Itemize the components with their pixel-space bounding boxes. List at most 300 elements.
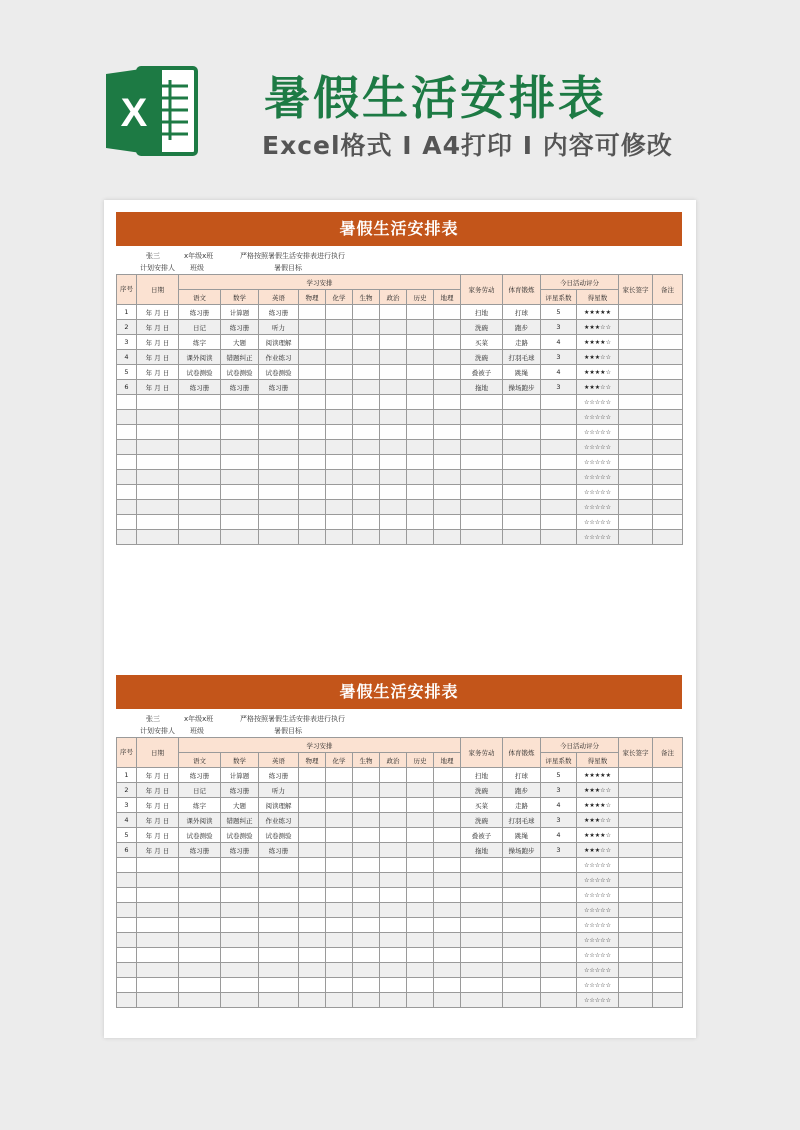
- cell-empty[interactable]: [619, 395, 653, 410]
- cell-stars[interactable]: ★★★★☆: [577, 335, 619, 350]
- cell-empty[interactable]: [326, 993, 353, 1008]
- cell-empty[interactable]: [179, 948, 221, 963]
- cell-empty[interactable]: [353, 948, 380, 963]
- cell-empty[interactable]: [299, 933, 326, 948]
- cell-empty[interactable]: [353, 993, 380, 1008]
- cell-chinese[interactable]: 练习册: [179, 380, 221, 395]
- cell-empty[interactable]: [653, 485, 683, 500]
- cell-seq[interactable]: 6: [117, 380, 137, 395]
- cell-empty[interactable]: [326, 798, 353, 813]
- cell-empty[interactable]: [380, 500, 407, 515]
- cell-empty[interactable]: [434, 530, 461, 545]
- cell-english[interactable]: 阅读理解: [259, 798, 299, 813]
- cell-empty[interactable]: [117, 873, 137, 888]
- cell-seq[interactable]: 1: [117, 305, 137, 320]
- cell-empty[interactable]: [380, 305, 407, 320]
- cell-housework[interactable]: 洗碗: [461, 783, 503, 798]
- cell-empty[interactable]: [653, 320, 683, 335]
- cell-empty[interactable]: [407, 440, 434, 455]
- cell-empty[interactable]: [299, 948, 326, 963]
- cell-empty[interactable]: [653, 993, 683, 1008]
- cell-empty[interactable]: [407, 948, 434, 963]
- cell-empty[interactable]: [407, 455, 434, 470]
- cell-empty[interactable]: [653, 843, 683, 858]
- cell-empty[interactable]: [137, 978, 179, 993]
- cell-empty[interactable]: [179, 903, 221, 918]
- cell-empty[interactable]: [461, 515, 503, 530]
- cell-empty[interactable]: [653, 455, 683, 470]
- cell-empty[interactable]: [541, 395, 577, 410]
- cell-math[interactable]: 错题纠正: [221, 350, 259, 365]
- cell-empty[interactable]: [653, 903, 683, 918]
- cell-empty[interactable]: [380, 963, 407, 978]
- cell-english[interactable]: 练习册: [259, 843, 299, 858]
- cell-empty[interactable]: [326, 515, 353, 530]
- cell-empty[interactable]: [619, 320, 653, 335]
- cell-chinese[interactable]: 练习册: [179, 843, 221, 858]
- cell-empty[interactable]: [179, 978, 221, 993]
- cell-empty[interactable]: [326, 395, 353, 410]
- cell-empty[interactable]: [653, 828, 683, 843]
- cell-empty[interactable]: [117, 485, 137, 500]
- cell-empty[interactable]: [380, 515, 407, 530]
- cell-empty[interactable]: [221, 963, 259, 978]
- cell-empty[interactable]: [221, 470, 259, 485]
- cell-empty[interactable]: [326, 918, 353, 933]
- cell-empty[interactable]: [137, 425, 179, 440]
- cell-empty[interactable]: [299, 768, 326, 783]
- cell-date[interactable]: 年 月 日: [137, 768, 179, 783]
- cell-coef[interactable]: 3: [541, 380, 577, 395]
- cell-empty[interactable]: [117, 500, 137, 515]
- cell-stars[interactable]: ☆☆☆☆☆: [577, 978, 619, 993]
- cell-empty[interactable]: [179, 395, 221, 410]
- cell-chinese[interactable]: 课外阅读: [179, 350, 221, 365]
- cell-empty[interactable]: [380, 798, 407, 813]
- cell-seq[interactable]: 3: [117, 798, 137, 813]
- cell-stars[interactable]: ☆☆☆☆☆: [577, 858, 619, 873]
- cell-empty[interactable]: [461, 410, 503, 425]
- cell-seq[interactable]: 5: [117, 828, 137, 843]
- cell-empty[interactable]: [380, 365, 407, 380]
- cell-seq[interactable]: 2: [117, 320, 137, 335]
- cell-empty[interactable]: [299, 843, 326, 858]
- cell-empty[interactable]: [299, 500, 326, 515]
- cell-housework[interactable]: 买菜: [461, 335, 503, 350]
- cell-empty[interactable]: [434, 828, 461, 843]
- cell-empty[interactable]: [326, 873, 353, 888]
- cell-empty[interactable]: [326, 350, 353, 365]
- cell-empty[interactable]: [541, 903, 577, 918]
- cell-stars[interactable]: ☆☆☆☆☆: [577, 993, 619, 1008]
- cell-empty[interactable]: [299, 963, 326, 978]
- cell-empty[interactable]: [259, 963, 299, 978]
- cell-empty[interactable]: [503, 530, 541, 545]
- cell-empty[interactable]: [221, 948, 259, 963]
- cell-empty[interactable]: [259, 948, 299, 963]
- cell-date[interactable]: 年 月 日: [137, 813, 179, 828]
- cell-empty[interactable]: [407, 350, 434, 365]
- cell-empty[interactable]: [503, 993, 541, 1008]
- cell-empty[interactable]: [326, 888, 353, 903]
- cell-stars[interactable]: ★★★☆☆: [577, 783, 619, 798]
- cell-empty[interactable]: [653, 873, 683, 888]
- cell-empty[interactable]: [259, 888, 299, 903]
- cell-seq[interactable]: 1: [117, 768, 137, 783]
- cell-empty[interactable]: [353, 978, 380, 993]
- cell-empty[interactable]: [619, 455, 653, 470]
- cell-stars[interactable]: ☆☆☆☆☆: [577, 515, 619, 530]
- cell-empty[interactable]: [326, 335, 353, 350]
- cell-empty[interactable]: [380, 813, 407, 828]
- cell-empty[interactable]: [221, 858, 259, 873]
- cell-empty[interactable]: [259, 873, 299, 888]
- cell-empty[interactable]: [299, 425, 326, 440]
- cell-empty[interactable]: [259, 530, 299, 545]
- cell-empty[interactable]: [653, 963, 683, 978]
- cell-empty[interactable]: [221, 485, 259, 500]
- cell-empty[interactable]: [326, 858, 353, 873]
- cell-exercise[interactable]: 走路: [503, 335, 541, 350]
- cell-chinese[interactable]: 日记: [179, 320, 221, 335]
- cell-english[interactable]: 试卷测验: [259, 365, 299, 380]
- cell-empty[interactable]: [353, 933, 380, 948]
- cell-stars[interactable]: ★★★☆☆: [577, 380, 619, 395]
- cell-chinese[interactable]: 试卷测验: [179, 365, 221, 380]
- cell-empty[interactable]: [353, 858, 380, 873]
- cell-empty[interactable]: [434, 335, 461, 350]
- cell-housework[interactable]: 洗碗: [461, 350, 503, 365]
- cell-math[interactable]: 试卷测验: [221, 365, 259, 380]
- cell-empty[interactable]: [407, 768, 434, 783]
- cell-empty[interactable]: [353, 813, 380, 828]
- cell-empty[interactable]: [137, 410, 179, 425]
- cell-empty[interactable]: [353, 305, 380, 320]
- cell-empty[interactable]: [259, 455, 299, 470]
- cell-empty[interactable]: [326, 963, 353, 978]
- cell-empty[interactable]: [653, 395, 683, 410]
- cell-empty[interactable]: [299, 828, 326, 843]
- cell-empty[interactable]: [221, 873, 259, 888]
- cell-empty[interactable]: [434, 963, 461, 978]
- cell-empty[interactable]: [619, 828, 653, 843]
- cell-empty[interactable]: [299, 918, 326, 933]
- cell-empty[interactable]: [619, 440, 653, 455]
- cell-coef[interactable]: 4: [541, 335, 577, 350]
- cell-empty[interactable]: [619, 948, 653, 963]
- cell-empty[interactable]: [117, 530, 137, 545]
- cell-empty[interactable]: [461, 500, 503, 515]
- cell-empty[interactable]: [179, 455, 221, 470]
- cell-empty[interactable]: [117, 933, 137, 948]
- cell-coef[interactable]: 3: [541, 813, 577, 828]
- cell-empty[interactable]: [461, 873, 503, 888]
- cell-empty[interactable]: [407, 978, 434, 993]
- cell-empty[interactable]: [299, 380, 326, 395]
- cell-coef[interactable]: 4: [541, 365, 577, 380]
- cell-empty[interactable]: [179, 918, 221, 933]
- cell-empty[interactable]: [619, 380, 653, 395]
- cell-chinese[interactable]: 练字: [179, 335, 221, 350]
- cell-empty[interactable]: [407, 530, 434, 545]
- cell-empty[interactable]: [619, 873, 653, 888]
- cell-empty[interactable]: [619, 813, 653, 828]
- cell-empty[interactable]: [380, 783, 407, 798]
- cell-empty[interactable]: [503, 978, 541, 993]
- cell-empty[interactable]: [541, 515, 577, 530]
- cell-empty[interactable]: [407, 515, 434, 530]
- cell-date[interactable]: 年 月 日: [137, 305, 179, 320]
- cell-empty[interactable]: [434, 515, 461, 530]
- cell-empty[interactable]: [434, 918, 461, 933]
- cell-empty[interactable]: [619, 843, 653, 858]
- cell-english[interactable]: 听力: [259, 320, 299, 335]
- cell-empty[interactable]: [299, 993, 326, 1008]
- cell-empty[interactable]: [380, 918, 407, 933]
- cell-housework[interactable]: 买菜: [461, 798, 503, 813]
- cell-empty[interactable]: [434, 843, 461, 858]
- cell-empty[interactable]: [653, 335, 683, 350]
- cell-empty[interactable]: [299, 873, 326, 888]
- cell-housework[interactable]: 洗碗: [461, 320, 503, 335]
- cell-empty[interactable]: [653, 515, 683, 530]
- cell-empty[interactable]: [380, 903, 407, 918]
- cell-stars[interactable]: ★★★★★: [577, 768, 619, 783]
- cell-empty[interactable]: [541, 933, 577, 948]
- cell-empty[interactable]: [407, 813, 434, 828]
- cell-stars[interactable]: ☆☆☆☆☆: [577, 873, 619, 888]
- cell-empty[interactable]: [117, 395, 137, 410]
- cell-empty[interactable]: [137, 963, 179, 978]
- cell-empty[interactable]: [221, 918, 259, 933]
- cell-empty[interactable]: [326, 813, 353, 828]
- cell-empty[interactable]: [299, 335, 326, 350]
- cell-empty[interactable]: [117, 515, 137, 530]
- cell-empty[interactable]: [503, 395, 541, 410]
- cell-empty[interactable]: [461, 485, 503, 500]
- cell-empty[interactable]: [407, 873, 434, 888]
- cell-empty[interactable]: [353, 320, 380, 335]
- cell-empty[interactable]: [407, 963, 434, 978]
- cell-chinese[interactable]: 日记: [179, 783, 221, 798]
- cell-empty[interactable]: [653, 500, 683, 515]
- cell-math[interactable]: 计算题: [221, 305, 259, 320]
- cell-empty[interactable]: [653, 440, 683, 455]
- cell-math[interactable]: 计算题: [221, 768, 259, 783]
- cell-empty[interactable]: [137, 455, 179, 470]
- cell-exercise[interactable]: 跑步: [503, 320, 541, 335]
- cell-empty[interactable]: [179, 485, 221, 500]
- cell-date[interactable]: 年 月 日: [137, 320, 179, 335]
- cell-empty[interactable]: [434, 903, 461, 918]
- cell-empty[interactable]: [380, 843, 407, 858]
- cell-empty[interactable]: [353, 828, 380, 843]
- cell-empty[interactable]: [299, 395, 326, 410]
- cell-empty[interactable]: [353, 380, 380, 395]
- cell-empty[interactable]: [541, 500, 577, 515]
- cell-empty[interactable]: [653, 813, 683, 828]
- cell-empty[interactable]: [299, 410, 326, 425]
- cell-stars[interactable]: ☆☆☆☆☆: [577, 918, 619, 933]
- cell-empty[interactable]: [326, 828, 353, 843]
- cell-empty[interactable]: [353, 395, 380, 410]
- cell-date[interactable]: 年 月 日: [137, 380, 179, 395]
- cell-date[interactable]: 年 月 日: [137, 828, 179, 843]
- cell-stars[interactable]: ★★★☆☆: [577, 843, 619, 858]
- cell-empty[interactable]: [407, 918, 434, 933]
- cell-empty[interactable]: [259, 395, 299, 410]
- cell-empty[interactable]: [326, 320, 353, 335]
- cell-english[interactable]: 作业练习: [259, 813, 299, 828]
- cell-empty[interactable]: [299, 515, 326, 530]
- cell-empty[interactable]: [353, 843, 380, 858]
- cell-empty[interactable]: [221, 455, 259, 470]
- cell-seq[interactable]: 4: [117, 813, 137, 828]
- cell-empty[interactable]: [221, 888, 259, 903]
- cell-empty[interactable]: [434, 948, 461, 963]
- cell-empty[interactable]: [380, 395, 407, 410]
- cell-coef[interactable]: 3: [541, 350, 577, 365]
- cell-empty[interactable]: [653, 948, 683, 963]
- cell-english[interactable]: 听力: [259, 783, 299, 798]
- cell-empty[interactable]: [380, 948, 407, 963]
- cell-empty[interactable]: [380, 380, 407, 395]
- cell-empty[interactable]: [503, 963, 541, 978]
- cell-exercise[interactable]: 打羽毛球: [503, 813, 541, 828]
- cell-empty[interactable]: [380, 470, 407, 485]
- cell-coef[interactable]: 3: [541, 320, 577, 335]
- cell-empty[interactable]: [434, 470, 461, 485]
- cell-empty[interactable]: [380, 485, 407, 500]
- cell-empty[interactable]: [407, 365, 434, 380]
- cell-empty[interactable]: [619, 350, 653, 365]
- cell-empty[interactable]: [353, 515, 380, 530]
- cell-empty[interactable]: [380, 768, 407, 783]
- cell-chinese[interactable]: 练习册: [179, 768, 221, 783]
- cell-empty[interactable]: [299, 813, 326, 828]
- cell-empty[interactable]: [619, 993, 653, 1008]
- cell-stars[interactable]: ☆☆☆☆☆: [577, 395, 619, 410]
- cell-empty[interactable]: [461, 888, 503, 903]
- cell-empty[interactable]: [407, 888, 434, 903]
- cell-empty[interactable]: [353, 768, 380, 783]
- cell-empty[interactable]: [137, 440, 179, 455]
- cell-empty[interactable]: [117, 425, 137, 440]
- cell-empty[interactable]: [434, 978, 461, 993]
- cell-empty[interactable]: [503, 515, 541, 530]
- cell-empty[interactable]: [653, 425, 683, 440]
- cell-empty[interactable]: [619, 485, 653, 500]
- cell-empty[interactable]: [380, 933, 407, 948]
- cell-math[interactable]: 大题: [221, 335, 259, 350]
- cell-empty[interactable]: [179, 530, 221, 545]
- cell-empty[interactable]: [299, 903, 326, 918]
- cell-empty[interactable]: [326, 530, 353, 545]
- cell-housework[interactable]: 扫地: [461, 768, 503, 783]
- cell-empty[interactable]: [259, 933, 299, 948]
- cell-empty[interactable]: [137, 903, 179, 918]
- cell-empty[interactable]: [434, 350, 461, 365]
- cell-empty[interactable]: [326, 425, 353, 440]
- cell-empty[interactable]: [434, 305, 461, 320]
- cell-empty[interactable]: [137, 515, 179, 530]
- cell-empty[interactable]: [137, 948, 179, 963]
- cell-math[interactable]: 练习册: [221, 783, 259, 798]
- cell-empty[interactable]: [461, 530, 503, 545]
- cell-empty[interactable]: [434, 485, 461, 500]
- cell-empty[interactable]: [619, 335, 653, 350]
- cell-empty[interactable]: [461, 470, 503, 485]
- cell-seq[interactable]: 3: [117, 335, 137, 350]
- cell-empty[interactable]: [353, 410, 380, 425]
- cell-empty[interactable]: [259, 485, 299, 500]
- cell-empty[interactable]: [179, 470, 221, 485]
- cell-empty[interactable]: [326, 783, 353, 798]
- cell-empty[interactable]: [434, 993, 461, 1008]
- cell-empty[interactable]: [179, 858, 221, 873]
- cell-empty[interactable]: [653, 858, 683, 873]
- cell-stars[interactable]: ★★★★★: [577, 305, 619, 320]
- cell-empty[interactable]: [503, 440, 541, 455]
- cell-empty[interactable]: [619, 500, 653, 515]
- cell-empty[interactable]: [221, 515, 259, 530]
- cell-stars[interactable]: ★★★☆☆: [577, 320, 619, 335]
- cell-empty[interactable]: [503, 858, 541, 873]
- cell-empty[interactable]: [541, 888, 577, 903]
- cell-empty[interactable]: [461, 933, 503, 948]
- cell-empty[interactable]: [117, 470, 137, 485]
- cell-empty[interactable]: [117, 858, 137, 873]
- cell-empty[interactable]: [299, 320, 326, 335]
- cell-exercise[interactable]: 跳绳: [503, 365, 541, 380]
- cell-seq[interactable]: 2: [117, 783, 137, 798]
- cell-empty[interactable]: [326, 380, 353, 395]
- cell-stars[interactable]: ☆☆☆☆☆: [577, 888, 619, 903]
- cell-empty[interactable]: [461, 963, 503, 978]
- cell-empty[interactable]: [653, 380, 683, 395]
- cell-seq[interactable]: 5: [117, 365, 137, 380]
- cell-empty[interactable]: [380, 978, 407, 993]
- cell-empty[interactable]: [299, 470, 326, 485]
- cell-stars[interactable]: ★★★☆☆: [577, 350, 619, 365]
- cell-seq[interactable]: 4: [117, 350, 137, 365]
- cell-empty[interactable]: [541, 425, 577, 440]
- cell-empty[interactable]: [353, 485, 380, 500]
- cell-empty[interactable]: [221, 425, 259, 440]
- cell-empty[interactable]: [434, 395, 461, 410]
- cell-empty[interactable]: [326, 455, 353, 470]
- cell-empty[interactable]: [541, 858, 577, 873]
- cell-empty[interactable]: [407, 783, 434, 798]
- cell-coef[interactable]: 3: [541, 783, 577, 798]
- cell-date[interactable]: 年 月 日: [137, 783, 179, 798]
- cell-empty[interactable]: [299, 350, 326, 365]
- cell-empty[interactable]: [503, 873, 541, 888]
- cell-empty[interactable]: [326, 978, 353, 993]
- cell-empty[interactable]: [619, 888, 653, 903]
- cell-empty[interactable]: [503, 455, 541, 470]
- cell-empty[interactable]: [117, 440, 137, 455]
- cell-empty[interactable]: [117, 410, 137, 425]
- cell-empty[interactable]: [259, 978, 299, 993]
- cell-empty[interactable]: [326, 768, 353, 783]
- cell-empty[interactable]: [653, 918, 683, 933]
- cell-empty[interactable]: [117, 948, 137, 963]
- cell-empty[interactable]: [137, 500, 179, 515]
- cell-empty[interactable]: [541, 993, 577, 1008]
- cell-exercise[interactable]: 打球: [503, 305, 541, 320]
- cell-empty[interactable]: [353, 350, 380, 365]
